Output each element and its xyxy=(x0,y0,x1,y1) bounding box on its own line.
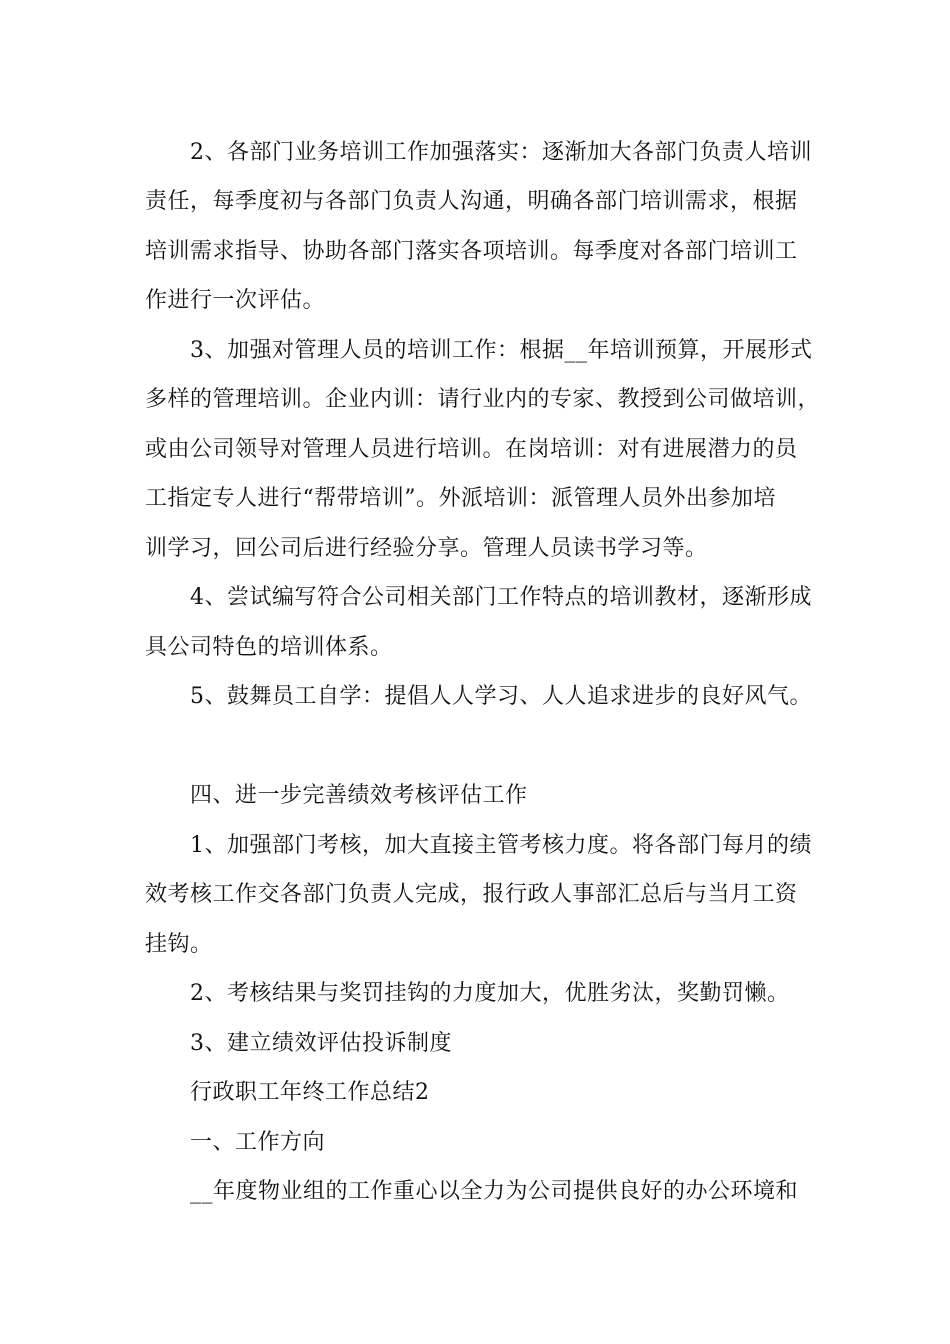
section-heading: 一、工作方向 xyxy=(190,1130,326,1155)
paragraph-line: __年度物业组的工作重心以全力为公司提供良好的办公环境和 xyxy=(190,1179,799,1204)
paragraph-line: 4、尝试编写符合公司相关部门工作特点的培训教材，逐渐形成 xyxy=(190,585,812,610)
paragraph-line: 3、建立绩效评估投诉制度 xyxy=(190,1031,452,1056)
paragraph-line: 或由公司领导对管理人员进行培训。在岗培训：对有进展潜力的员 xyxy=(145,437,798,462)
paragraph-line: 多样的管理培训。企业内训：请行业内的专家、教授到公司做培训， xyxy=(145,387,821,412)
section-heading: 四、进一步完善绩效考核评估工作 xyxy=(190,783,528,808)
paragraph-line: 2、考核结果与奖罚挂钩的力度加大，优胜劣汰，奖勤罚懒。 xyxy=(190,981,790,1006)
paragraph-line: 效考核工作交各部门负责人完成，报行政人事部汇总后与当月工资 xyxy=(145,882,798,907)
paragraph-line: 1、加强部门考核，加大直接主管考核力度。将各部门每月的绩 xyxy=(190,833,812,858)
paragraph-line: 训学习，回公司后进行经验分享。管理人员读书学习等。 xyxy=(145,536,708,561)
paragraph-line: 具公司特色的培训体系。 xyxy=(145,635,393,660)
paragraph-line: 挂钩。 xyxy=(145,932,213,957)
paragraph-line: 5、鼓舞员工自学：提倡人人学习、人人追求进步的良好风气。 xyxy=(190,684,812,709)
paragraph-line: 培训需求指导、协助各部门落实各项培训。每季度对各部门培训工 xyxy=(145,239,798,264)
paragraph-line: 工指定专人进行“帮带培训”。外派培训：派管理人员外出参加培 xyxy=(145,486,776,511)
paragraph-line: 责任，每季度初与各部门负责人沟通，明确各部门培训需求，根据 xyxy=(145,189,798,214)
paragraph-line: 3、加强对管理人员的培训工作：根据__年培训预算，开展形式 xyxy=(190,338,813,363)
paragraph-line: 2、各部门业务培训工作加强落实：逐渐加大各部门负责人培训 xyxy=(190,140,812,165)
document-title: 行政职工年终工作总结2 xyxy=(190,1080,430,1105)
paragraph-line: 作进行一次评估。 xyxy=(145,288,326,313)
